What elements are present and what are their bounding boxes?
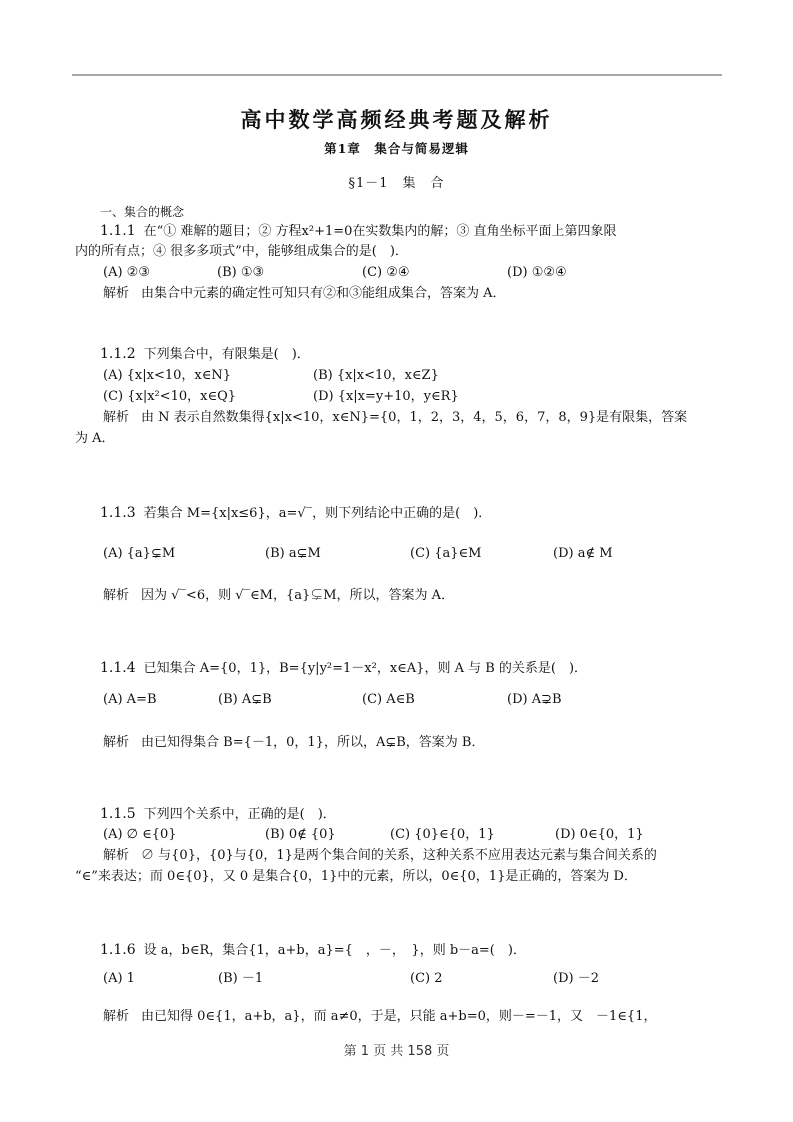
option-b: (B) A⊊B <box>218 692 272 707</box>
analysis-label: 解析 <box>103 735 130 750</box>
option-d: (D) {x|x=y+10，y∈R} <box>313 389 459 404</box>
stem-text: 下列集合中，有限集是( )． <box>143 347 310 362</box>
analysis-label: 解析 <box>103 588 130 603</box>
option-d: (D) ①②④ <box>507 265 567 280</box>
option-a: (A) ②③ <box>103 265 150 280</box>
option-c: (C) ②④ <box>362 265 410 280</box>
option-c: (C) {a}∈M <box>410 546 482 561</box>
category-heading: 一、集合的概念 <box>100 205 185 219</box>
question-stem <box>100 345 310 364</box>
question-number: 1.1.6 <box>100 942 136 958</box>
analysis <box>103 734 484 752</box>
analysis-label: 解析 <box>103 410 130 425</box>
option-b: (B) 0∉ {0} <box>265 827 336 842</box>
question-number: 1.1.4 <box>100 660 136 676</box>
page-footer: 第 1 页 共 158 页 <box>343 1044 450 1059</box>
option-a: (A) 1 <box>103 971 135 986</box>
stem-text: 下列四个关系中，正确的是( )． <box>143 807 336 822</box>
stem-text: 已知集合 A={0，1}，B={y|y²=1－x²，x∈A}，则 A 与 B 的关系是( )． <box>143 661 588 676</box>
option-d: (D) A⊋B <box>507 692 562 707</box>
question-stem <box>100 941 526 960</box>
stem-text: 设 a，b∈R，集合{1，a+b，a}={ ，－， }，则 b－a=( )． <box>143 943 526 958</box>
question-stem <box>100 805 336 824</box>
option-c: (C) 2 <box>410 971 443 986</box>
question-number: 1.1.2 <box>100 346 136 362</box>
option-b: (B) ①③ <box>217 265 265 280</box>
option-b: (B) －1 <box>218 971 264 986</box>
option-b: (B) {x|x<10，x∈Z} <box>313 368 439 383</box>
option-a: (A) ∅ ∈{0} <box>103 827 177 842</box>
stem-text: 若集合 M={x|x≤6}，a=√‾，则下列结论中正确的是( )． <box>143 506 492 521</box>
analysis-text: 因为 √‾<6，则 √‾∈M，{a}⊊M，所以，答案为 A． <box>141 588 455 603</box>
analysis <box>103 847 657 865</box>
header-rule <box>72 74 722 76</box>
document-title: 高中数学高频经典考题及解析 <box>240 107 553 132</box>
analysis-continuation: “∈”来表达；而 0∈{0}，又 0 是集合{0，1}中的元素，所以，0∈{0，1}是正确的，答案为 D． <box>75 869 637 884</box>
analysis <box>103 409 687 427</box>
analysis-label: 解析 <box>103 286 130 301</box>
analysis <box>103 285 506 303</box>
option-d: (D) 0∈{0，1} <box>555 827 644 842</box>
stem-text: 在“① 难解的题目；② 方程x²+1=0在实数集内的解；③ 直角坐标平面上第四象限 <box>143 224 617 239</box>
option-a: (A) A=B <box>103 692 157 707</box>
question-stem <box>100 504 491 523</box>
analysis <box>103 587 454 605</box>
chapter-heading: 第1章 集合与简易逻辑 <box>324 141 469 156</box>
stem-continuation: 内的所有点；④ 很多多项式”中，能够组成集合的是( )． <box>75 244 408 259</box>
option-c: (C) {0}∈{0，1} <box>390 827 495 842</box>
option-c: (C) {x|x²<10，x∈Q} <box>103 389 237 404</box>
analysis-text: 由已知得集合 B={－1，0，1}，所以，A⊊B，答案为 B． <box>141 735 485 750</box>
option-a: (A) {x|x<10，x∈N} <box>103 368 232 383</box>
question-number: 1.1.5 <box>100 806 136 822</box>
analysis-text: 由集合中元素的确定性可知只有②和③能组成集合，答案为 A． <box>141 286 506 301</box>
option-d: (D) －2 <box>553 971 599 986</box>
question-stem <box>100 222 617 241</box>
analysis <box>103 1008 656 1026</box>
question-number: 1.1.1 <box>100 223 136 239</box>
analysis-continuation: 为 A． <box>75 431 115 446</box>
option-b: (B) a⊊M <box>265 546 321 561</box>
analysis-text: ∅ 与{0}，{0}与{0，1}是两个集合间的关系，这种关系不应用表达元素与集合间关系的 <box>141 848 657 863</box>
analysis-label: 解析 <box>103 1009 130 1024</box>
question-number: 1.1.3 <box>100 505 136 521</box>
analysis-text: 由 N 表示自然数集得{x|x<10，x∈N}={0，1，2，3，4，5，6，7，8，9}是有限集，答案 <box>141 410 688 425</box>
option-c: (C) A∈B <box>362 692 415 707</box>
analysis-text: 由已知得 0∈{1，a+b，a}，而 a≠0，于是，只能 a+b=0，则－=－1，又 －1∈{1， <box>141 1009 657 1024</box>
question-stem <box>100 659 587 678</box>
section-heading: §1－1 集 合 <box>348 176 445 191</box>
analysis-label: 解析 <box>103 848 130 863</box>
option-a: (A) {a}⊊M <box>103 546 176 561</box>
option-d: (D) a∉ M <box>553 546 613 561</box>
